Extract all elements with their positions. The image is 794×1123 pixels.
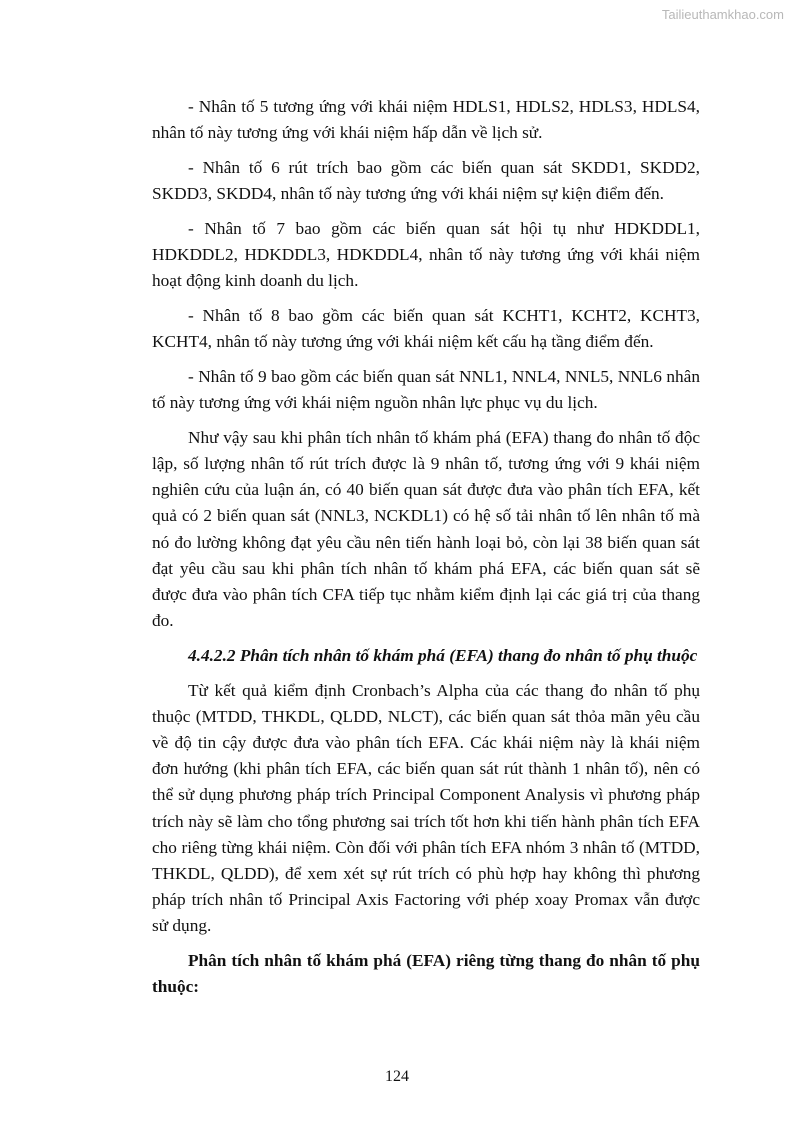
paragraph-factor-8: - Nhân tố 8 bao gồm các biến quan sát KCHT1, KCHT2, KCHT3, KCHT4, nhân tố này tương ứng với khái niệm kết cấu hạ tầng điểm đến. [152,305,700,352]
paragraph-factor-7: - Nhân tố 7 bao gồm các biến quan sát hội tụ như HDKDDL1, HDKDDL2, HDKDDL3, HDKDDL4, nhân tố này tương ứng với khái niệm hoạt động kinh doanh du lịch. [152,218,700,291]
bold-subheading: Phân tích nhân tố khám phá (EFA) riêng từng thang đo nhân tố phụ thuộc: [152,951,700,997]
paragraph-factor-6: - Nhân tố 6 rút trích bao gồm các biến quan sát SKDD1, SKDD2, SKDD3, SKDD4, nhân tố này tương ứng với khái niệm sự kiện điểm đến. [152,157,700,204]
watermark: Tailieuthamkhao.com [661,7,784,22]
paragraph-efa-summary: Như vậy sau khi phân tích nhân tố khám phá (EFA) thang đo nhân tố độc lập, số lượng nhân tố rút trích được là 9 nhân tố, tương ứng với 9 khái niệm nghiên cứu của luận án, có 40 biến quan sát được đưa vào phân tích EFA, kết quả có 2 biến quan sát (NNL3, NCKDL1) có hệ số tải nhân tố lên nhân tố mà nó đo lường không đạt yêu cầu nên tiến hành loại bỏ, còn lại 38 biến quan sát đạt yêu cầu sau khi phân tích nhân tố khám phá EFA, các biến quan sát sẽ được đưa vào phân tích CFA tiếp tục nhằm kiểm định lại các giá trị của thang đo. [152,427,700,631]
page-number: 124 [385,1068,409,1085]
paragraph-factor-9: - Nhân tố 9 bao gồm các biến quan sát NNL1, NNL4, NNL5, NNL6 nhân tố này tương ứng với khái niệm nguồn nhân lực phục vụ du lịch. [152,366,700,413]
paragraph-dependent-efa: Từ kết quả kiểm định Cronbach’s Alpha của các thang đo nhân tố phụ thuộc (MTDD, THKDL, QLDD, NLCT), các biến quan sát thỏa mãn yêu cầu về độ tin cậy được đưa vào phân tích EFA. Các khái niệm này là khái niệm đơn hướng (khi phân tích EFA, các biến quan sát rút thành 1 nhân tố), nên có thể sử dụng phương pháp trích Principal Component Analysis vì phương pháp trích này sẽ làm cho tổng phương sai trích tốt hơn khi tiến hành phân tích EFA cho riêng từng khái niệm. Còn đối với phân tích EFA nhóm 3 nhân tố (MTDD, THKDL, QLDD), để xem xét sự rút trích có phù hợp hay không thì phương pháp trích nhân tố Principal Axis Factoring với phép xoay Promax vẫn được sử dụng. [152,680,700,936]
section-heading: 4.4.2.2 Phân tích nhân tố khám phá (EFA) thang đo nhân tố phụ thuộc [188,645,698,665]
paragraph-factor-5: - Nhân tố 5 tương ứng với khái niệm HDLS1, HDLS2, HDLS3, HDLS4, nhân tố này tương ứng với khái niệm hấp dẫn về lịch sử. [152,97,700,143]
page-content [152,94,700,1009]
